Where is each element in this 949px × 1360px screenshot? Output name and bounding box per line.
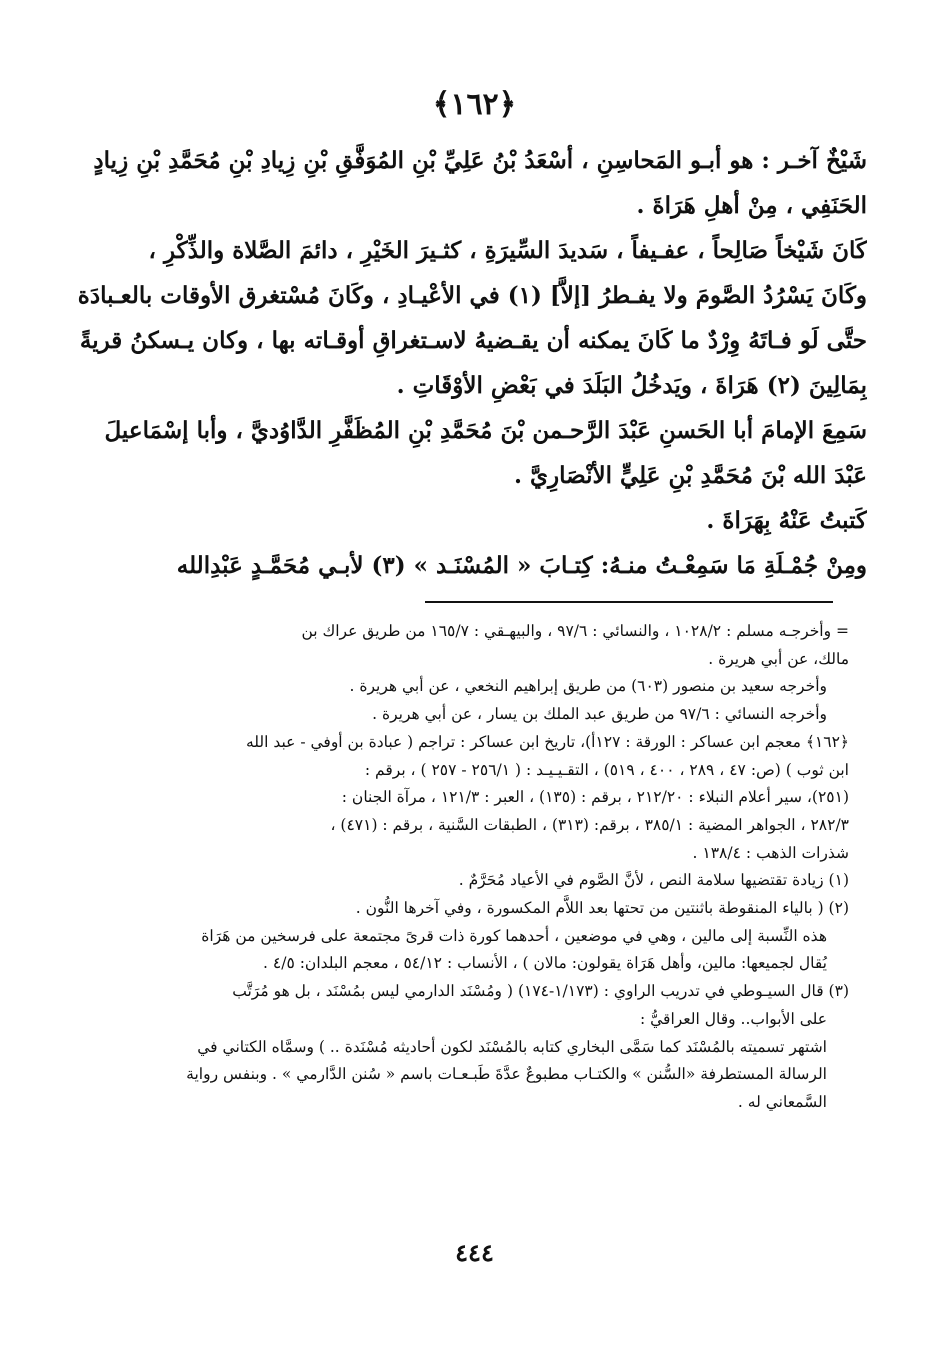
footnote-line: هذه النِّسبة إلى مالين ، وهي في موضعين ، أحدهما كورة ذات قرىً مجتمعة على فرسخين من هَرَاة xyxy=(201,926,827,945)
footnote-line: (١) زيادة تقتضيها سلامة النص ، لأنَّ الصَّوم في الأعياد مُحَرَّمٌ . xyxy=(458,871,849,890)
footnotes xyxy=(64,618,849,1117)
footnote-line: ﴿١٦٢﴾ معجم ابن عساكر : الورقة : ١٢٧أ)، تاريخ ابن عساكر : تراجم ( عبادة بن أوفي - عبد الله xyxy=(245,732,849,751)
text-line: كَانَ شَيْخاً صَالِحاً ، عفـيفاً ، سَديدَ السِّيرَةِ ، كثـيرَ الخَيْرِ ، دائمَ الصَّلاة والذِّكْرِ ، xyxy=(148,237,867,264)
footnote-line: اشتهر تسميته بالمُسْنَد كما سَمَّى البخاري كتابه بالمُسْنَد لكون أحاديثه مُسْنَدة .. ) وسمَّاه الكتاني في xyxy=(197,1037,827,1056)
footnote-line: (٢) ( بالياء المنقوطة باثنتين من تحتها بعد اللاَّم المكسورة ، وفي آخرها النُّون . xyxy=(355,899,849,918)
footnote-line: وأخرجه النسائي : ٩٧/٦ من طريق عبد الملك بن يسار ، عن أبي هريرة . xyxy=(372,705,827,724)
footnote-line: السَّمعاني له . xyxy=(737,1092,827,1111)
text-line: وكَانَ يَسْرُدُ الصَّومَ ولا يفـطرُ [إلاَّ] (١) في الأعْيـادِ ، وكَانَ مُسْتغرق الأوقات بالعـبادَة xyxy=(77,282,867,309)
text-line: حتَّى لَو فـاتَهُ وِرْدٌ ما كَانَ يمكنه أن يقـضيهُ لاسـتغراقِ أوقـاته بها ، وكان يـسكنُ قريةً xyxy=(79,327,867,354)
text-line: شَيْخٌ آخـر : هو أبـو المَحاسِنِ ، أسْعَدُ بْنُ عَلِيِّ بْنِ المُوَفَّقِ بْنِ زِيادِ بْنِ مُحَمَّدِ بْنِ زِيادٍ xyxy=(93,147,867,174)
text-line: الحَنَفِي ، مِنْ أهلِ هَرَاةَ . xyxy=(636,192,867,219)
footnote-line: يُقال لجميعها: مالين، وأهل هَرَاة يقولون: مالان ) ، الأنساب : ٥٤/١٢ ، معجم البلدان: ٤/٥ . xyxy=(263,954,827,973)
entry-number: ﴿١٦٢﴾ xyxy=(432,87,517,122)
footnote-line: = وأخرجـه مسلم : ١٠٢٨/٢ ، والنسائي : ٩٧/٦ ، والبيهـقي : ١٦٥/٧ من طريق عراك بن xyxy=(301,622,849,640)
text-line: ومِنْ جُمْـلَةِ مَا سَمِعْـتُ منـهُ: كِتـابَ « المُسْنَـد » (٣) لأبـي مُحَمَّـدٍ عَبْدِالله xyxy=(176,552,867,579)
footnote-line: الرسالة المستطرفة «السُّنن » والكتـاب مطبوعٌ عدَّةَ طَبـعـات باسم « سُنن الدَّارمي » . وبنفس رواية xyxy=(186,1065,827,1084)
footnote-line: ٢٨٢/٣ ، الجواهر المضية : ٣٨٥/١ ، برقم: (٣١٣) ، الطبقات السَّنية ، برقم : (٤٧١) ، xyxy=(330,815,849,834)
footnote-line: على الأبواب.. وقال العراقيُّ : xyxy=(639,1009,827,1028)
footnote-line: مالك، عن أبي هريرة . xyxy=(708,649,849,668)
text-line: عَبْدَ الله بْنَ مُحَمَّدِ بْنِ عَلِيٍّ الأنْصَارِيَّ . xyxy=(514,462,867,489)
page-number: ٤٤٤ xyxy=(455,1238,494,1267)
footnote-line: ابن ثوب ) (ص: ٤٧ ، ٢٨٩ ، ٤٠٠ ، ٥١٩) ، التقـيـيـد : ( ٢٥٦/١ - ٢٥٧ ) ، برقم : xyxy=(364,760,849,779)
text-line: كَتبتُ عَنْهُ بِهَرَاةَ . xyxy=(706,507,867,534)
footnote-line: (٢٥١)، سير أعلام النبلاء : ٢١٢/٢٠ ، برقم : (١٣٥) ، العبر : ١٢١/٣ ، مرآة الجنان : xyxy=(341,788,849,807)
footnote-separator xyxy=(425,601,833,603)
footnote-line: وأخرجه سعيد بن منصور (٦٠٣) من طريق إبراهيم النخعي ، عن أبي هريرة . xyxy=(349,677,827,696)
footnote-line: (٣) قال السيـوطي في تدريب الراوي : (١/١٧٣-١٧٤) ( ومُسْنَد الدارمي ليس بمُسْنَد ، بل هو مُرَتَّب xyxy=(232,982,849,1001)
text-line: سَمِعَ الإمامَ أبا الحَسنِ عَبْدَ الرَّحـمن بْنَ مُحَمَّدِ بْنِ المُظَفَّرِ الدَّاوُديَّ ، وأبا إسْمَاعيلَ xyxy=(104,417,867,444)
footnote-line: شذرات الذهب : ١٣٨/٤ . xyxy=(692,843,849,862)
main-text xyxy=(56,138,867,588)
text-line: بِمَالِينَ (٢) هَرَاةَ ، ويَدخُلُ البَلَدَ في بَعْضِ الأوْقَاتِ . xyxy=(396,372,867,399)
